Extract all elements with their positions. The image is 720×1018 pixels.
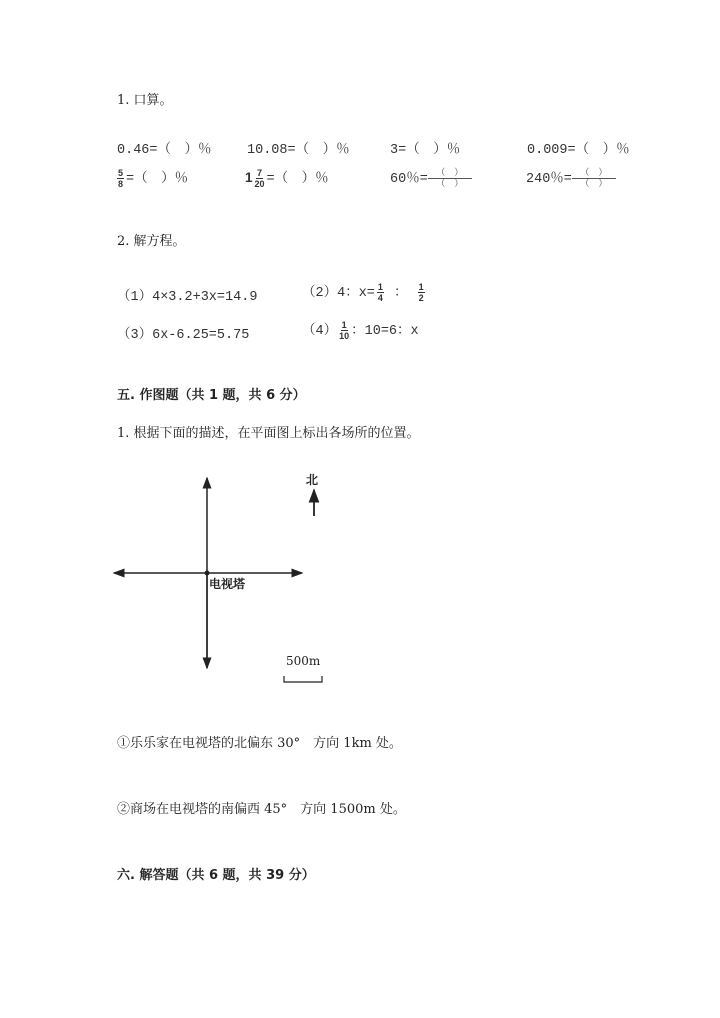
fraction: $\frac{1}{2}$: [418, 281, 424, 303]
fraction: $\frac{1}{10}$: [339, 319, 350, 341]
q1-title: 1. 口算。: [117, 93, 173, 108]
fraction: $\frac{5}{8}$: [118, 167, 124, 189]
calc-item: 240％= $\frac{( )}{( )}$: [526, 166, 616, 189]
scale-bar: [284, 676, 322, 682]
location-item: ①乐乐家在电视塔的北偏东 30° 方向 1km 处。: [117, 736, 402, 751]
tv-tower-label: 电视塔: [209, 577, 246, 591]
section6-title: 六. 解答题（共 6 题，共 39 分）: [117, 868, 315, 883]
blank-fraction: $\frac{( )}{( )}$: [428, 168, 472, 189]
location-item: ②商场在电视塔的南偏西 45° 方向 1500m 处。: [117, 802, 406, 817]
scale-label: 500m: [286, 654, 321, 668]
blank-fraction: $\frac{( )}{( )}$: [572, 168, 616, 189]
equation: （4） $\frac{1}{10}$ ：10=6：x: [302, 319, 419, 341]
north-label: 北: [306, 473, 319, 487]
calc-item: 10.08=（ ）％: [247, 143, 350, 158]
calc-item: 3=（ ）％: [390, 143, 461, 158]
calc-item: 1 $\frac{7}{20}$ =（ ）％: [245, 167, 329, 189]
calc-item: $\frac{5}{8}$ =（ ）％: [118, 167, 189, 189]
fraction: $\frac{7}{20}$: [254, 167, 265, 189]
equation: （2）4：x= $\frac{1}{4}$ ： $\frac{1}{2}$: [302, 281, 424, 303]
calc-item: 0.46=（ ）％: [117, 143, 212, 158]
section5-question: 1. 根据下面的描述，在平面图上标出各场所的位置。: [117, 426, 420, 441]
calc-item: 0.009=（ ）％: [527, 143, 630, 158]
fraction: $\frac{1}{4}$: [377, 281, 383, 303]
equation: （3）6x-6.25=5.75: [117, 328, 250, 343]
calc-item: 60％= $\frac{( )}{( )}$: [390, 166, 472, 189]
q2-title: 2. 解方程。: [117, 234, 186, 249]
equation: （1）4×3.2+3x=14.9: [117, 290, 258, 305]
section5-title: 五. 作图题（共 1 题，共 6 分）: [117, 388, 306, 403]
